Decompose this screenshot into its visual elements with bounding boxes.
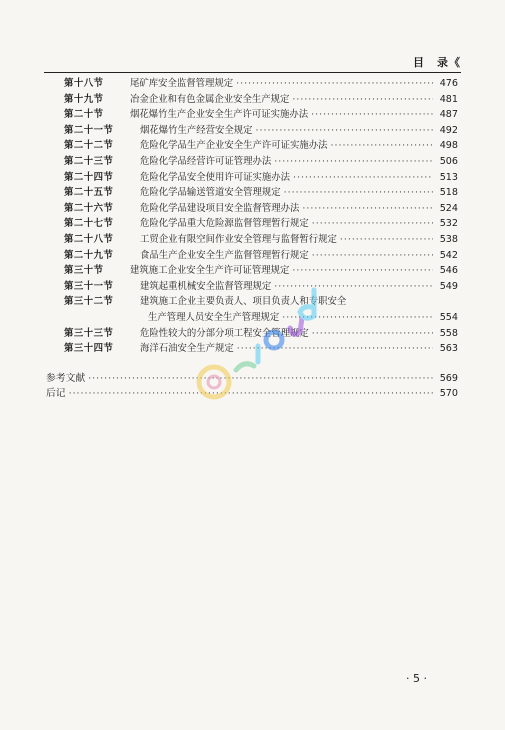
toc-row-27[interactable] bbox=[46, 216, 458, 232]
section-title: 冶金企业和有色金属企业安全生产规定 bbox=[130, 93, 290, 105]
page-ref: 513 bbox=[439, 171, 458, 183]
section-number: 第三十三节 bbox=[64, 327, 114, 339]
page-ref: 518 bbox=[439, 187, 458, 199]
toc-row-25[interactable] bbox=[46, 185, 458, 201]
section-number: 第二十七节 bbox=[64, 218, 114, 230]
page-ref: 554 bbox=[439, 311, 458, 323]
leader-dots bbox=[311, 107, 433, 123]
running-header bbox=[44, 50, 461, 73]
section-title: 危险化学品输送管道安全管理规定 bbox=[140, 187, 281, 199]
section-number: 第二十节 bbox=[64, 109, 104, 121]
watermark-u-icon bbox=[290, 318, 302, 334]
section-title: 后记 bbox=[46, 388, 66, 400]
section-number: 第二十八节 bbox=[64, 233, 114, 245]
section-number: 第三十二节 bbox=[64, 296, 114, 308]
toc-row-28[interactable] bbox=[46, 232, 458, 248]
section-title: 危险化学品重大危险源监督管理暂行规定 bbox=[140, 218, 309, 230]
header-label: 目 录《 bbox=[413, 56, 461, 69]
leader-dots bbox=[274, 154, 433, 170]
toc-row-22[interactable] bbox=[46, 138, 458, 154]
section-number: 第三十节 bbox=[64, 265, 104, 277]
watermark-logo bbox=[174, 262, 334, 422]
page-ref: 563 bbox=[439, 343, 458, 355]
section-number: 第十九节 bbox=[64, 93, 104, 105]
leader-dots bbox=[256, 123, 433, 139]
leader-dots bbox=[284, 185, 433, 201]
toc-row-24[interactable] bbox=[46, 170, 458, 186]
leader-dots bbox=[293, 170, 433, 186]
section-title: 海洋石油安全生产规定 bbox=[140, 343, 234, 355]
page-ref: 558 bbox=[439, 327, 458, 339]
toc-row-18[interactable] bbox=[46, 76, 458, 92]
page-ref: 542 bbox=[439, 249, 458, 261]
section-title: 危险化学品建设项目安全监督管理办法 bbox=[140, 202, 300, 214]
leader-dots bbox=[312, 248, 433, 264]
section-title: 危险化学品经营许可证管理办法 bbox=[140, 155, 272, 167]
toc-row-20[interactable] bbox=[46, 107, 458, 123]
section-number: 第三十四节 bbox=[64, 343, 114, 355]
leader-dots bbox=[292, 92, 433, 108]
page-ref: 538 bbox=[439, 233, 458, 245]
section-title: 建筑施工企业安全生产许可证管理规定 bbox=[130, 265, 290, 277]
toc-row-23[interactable] bbox=[46, 154, 458, 170]
toc-row-21[interactable] bbox=[46, 123, 458, 139]
section-number: 第二十三节 bbox=[64, 155, 114, 167]
section-title: 工贸企业有限空间作业安全管理与监督暂行规定 bbox=[140, 233, 337, 245]
page-number: · 5 · bbox=[406, 672, 427, 685]
watermark-o-icon bbox=[266, 332, 282, 348]
leader-dots bbox=[331, 138, 433, 154]
page-ref: 487 bbox=[439, 109, 458, 121]
section-number: 第二十二节 bbox=[64, 140, 114, 152]
section-title: 建筑施工企业主要负责人、项目负责人和专职安全 bbox=[140, 296, 347, 308]
page-ref: 569 bbox=[439, 372, 458, 384]
section-title: 烟花爆竹生产经营安全规定 bbox=[140, 124, 253, 136]
toc-row-26[interactable] bbox=[46, 201, 458, 217]
section-number: 第二十四节 bbox=[64, 171, 114, 183]
page-ref: 476 bbox=[439, 78, 458, 89]
section-title: 烟花爆竹生产企业安全生产许可证实施办法 bbox=[130, 109, 309, 121]
leader-dots bbox=[302, 201, 433, 217]
page-ref: 524 bbox=[439, 202, 458, 214]
page-ref: 570 bbox=[439, 388, 458, 400]
watermark-ring-icon bbox=[199, 367, 229, 397]
section-number: 第三十一节 bbox=[64, 280, 114, 292]
page-ref: 532 bbox=[439, 218, 458, 230]
section-title: 食品生产企业安全生产监督管理暂行规定 bbox=[140, 249, 309, 261]
page-ref: 549 bbox=[439, 280, 458, 292]
section-title: 危险性较大的分部分项工程安全管理规定 bbox=[140, 327, 309, 339]
section-title: 尾矿库安全监督管理规定 bbox=[130, 78, 234, 89]
section-number: 第二十九节 bbox=[64, 249, 114, 261]
page-ref: 546 bbox=[439, 265, 458, 277]
toc-row-29[interactable] bbox=[46, 248, 458, 264]
page-ref: 506 bbox=[439, 155, 458, 167]
section-number: 第十八节 bbox=[64, 78, 104, 89]
toc-row-19[interactable] bbox=[46, 92, 458, 108]
watermark-d-icon bbox=[300, 290, 314, 318]
section-number: 第二十五节 bbox=[64, 187, 114, 199]
leader-dots bbox=[236, 76, 433, 92]
section-title: 危险化学品生产企业安全生产许可证实施办法 bbox=[140, 140, 328, 152]
section-title: 危险化学品安全使用许可证实施办法 bbox=[140, 171, 291, 183]
page-ref: 481 bbox=[439, 93, 458, 105]
leader-dots bbox=[340, 232, 433, 248]
section-number: 第二十六节 bbox=[64, 202, 114, 214]
page-ref: 492 bbox=[439, 124, 458, 136]
watermark-dot-icon bbox=[208, 376, 220, 388]
page-ref: 498 bbox=[439, 140, 458, 152]
section-title: 生产管理人员安全生产管理规定 bbox=[148, 311, 280, 323]
section-title: 参考文献 bbox=[46, 372, 86, 384]
leader-dots bbox=[312, 216, 433, 232]
section-title: 建筑起重机械安全监督管理规定 bbox=[140, 280, 272, 292]
section-number: 第二十一节 bbox=[64, 124, 114, 136]
watermark-c-icon bbox=[236, 364, 254, 370]
